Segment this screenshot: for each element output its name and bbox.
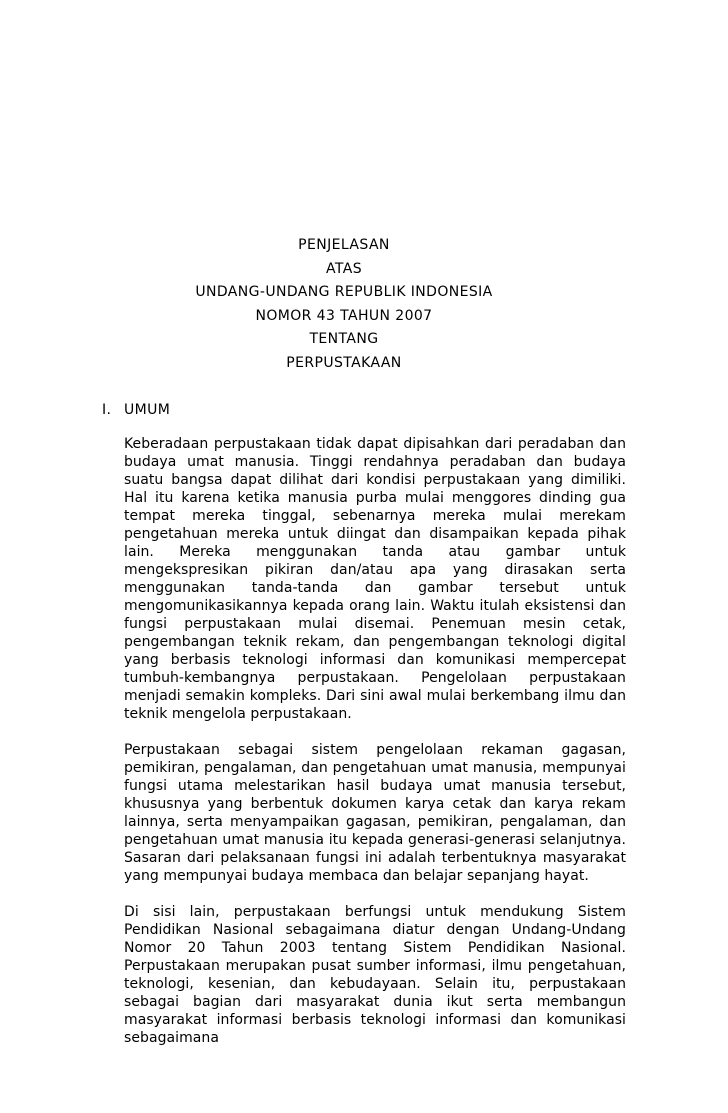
paragraph-2: Perpustakaan sebagai sistem pengelolaan rekaman gagasan, pemikiran, pengalaman, dan pengetahuan umat manusia, mempunyai fungsi utama melestarikan hasil budaya umat manusia tersebut, khususnya yang berbentuk dokumen karya cetak dan karya rekam lainnya, serta menyampaikan gagasan, pemikiran, pengalaman, dan pengetahuan umat manusia itu kepada generasi-generasi selanjutnya. Sasaran dari pelaksanaan fungsi ini adalah terbentuknya masyarakat yang mempunyai budaya membaca dan belajar sepanjang hayat.	[124, 742, 626, 884]
title-line-perpustakaan: PERPUSTAKAAN	[286, 354, 402, 371]
title-line-penjelasan: PENJELASAN	[298, 237, 390, 253]
title-line-undang-undang: UNDANG-UNDANG REPUBLIK INDONESIA	[195, 284, 493, 300]
paragraph-3: Di sisi lain, perpustakaan berfungsi untuk mendukung Sistem Pendidikan Nasional sebagaimana diatur dengan Undang-Undang Nomor 20 Tahun 2003 tentang Sistem Pendidikan Nasional. Perpustakaan merupakan pusat sumber informasi, ilmu pengetahuan, teknologi, kesenian, dan kebudayaan. Selain itu, perpustakaan sebagai bagian dari masyarakat dunia ikut serta membangun masyarakat informasi berbasis teknologi informasi dan komunikasi sebagaimana	[124, 904, 626, 1046]
section-heading-text: UMUM	[124, 402, 171, 418]
section-heading	[102, 400, 170, 420]
section-body	[124, 435, 626, 1047]
title-line-atas: ATAS	[325, 260, 363, 277]
paragraph-1: Keberadaan perpustakaan tidak dapat dipisahkan dari peradaban dan budaya umat manusia. Tinggi rendahnya peradaban dan budaya suatu bangsa dapat dilihat dari kondisi perpustakaan yang dimiliki. Hal itu karena ketika manusia purba mulai menggores dinding gua tempat mereka tinggal, sebenarnya mereka mulai merekam pengetahuan mereka untuk diingat dan disampaikan kepada pihak lain. Mereka menggunakan tanda atau gambar untuk mengekspresikan pikiran dan/atau apa yang dirasakan serta menggunakan tanda-tanda dan gambar tersebut untuk mengomunikasikannya kepada orang lain. Waktu itulah eksistensi dan fungsi perpustakaan mulai disemai. Penemuan mesin cetak, pengembangan teknik rekam, dan pengembangan teknologi digital yang berbasis teknologi informasi dan komunikasi mempercepat tumbuh-kembangnya perpustakaan. Pengelolaan perpustakaan menjadi semakin kompleks. Dari sini awal mulai berkembang ilmu dan teknik mengelola perpustakaan.	[124, 436, 626, 722]
title-line-tentang: TENTANG	[309, 331, 379, 347]
document-title-block	[0, 234, 708, 375]
title-line-nomor: NOMOR 43 TAHUN 2007	[255, 307, 433, 324]
section-number: I.	[102, 402, 112, 418]
